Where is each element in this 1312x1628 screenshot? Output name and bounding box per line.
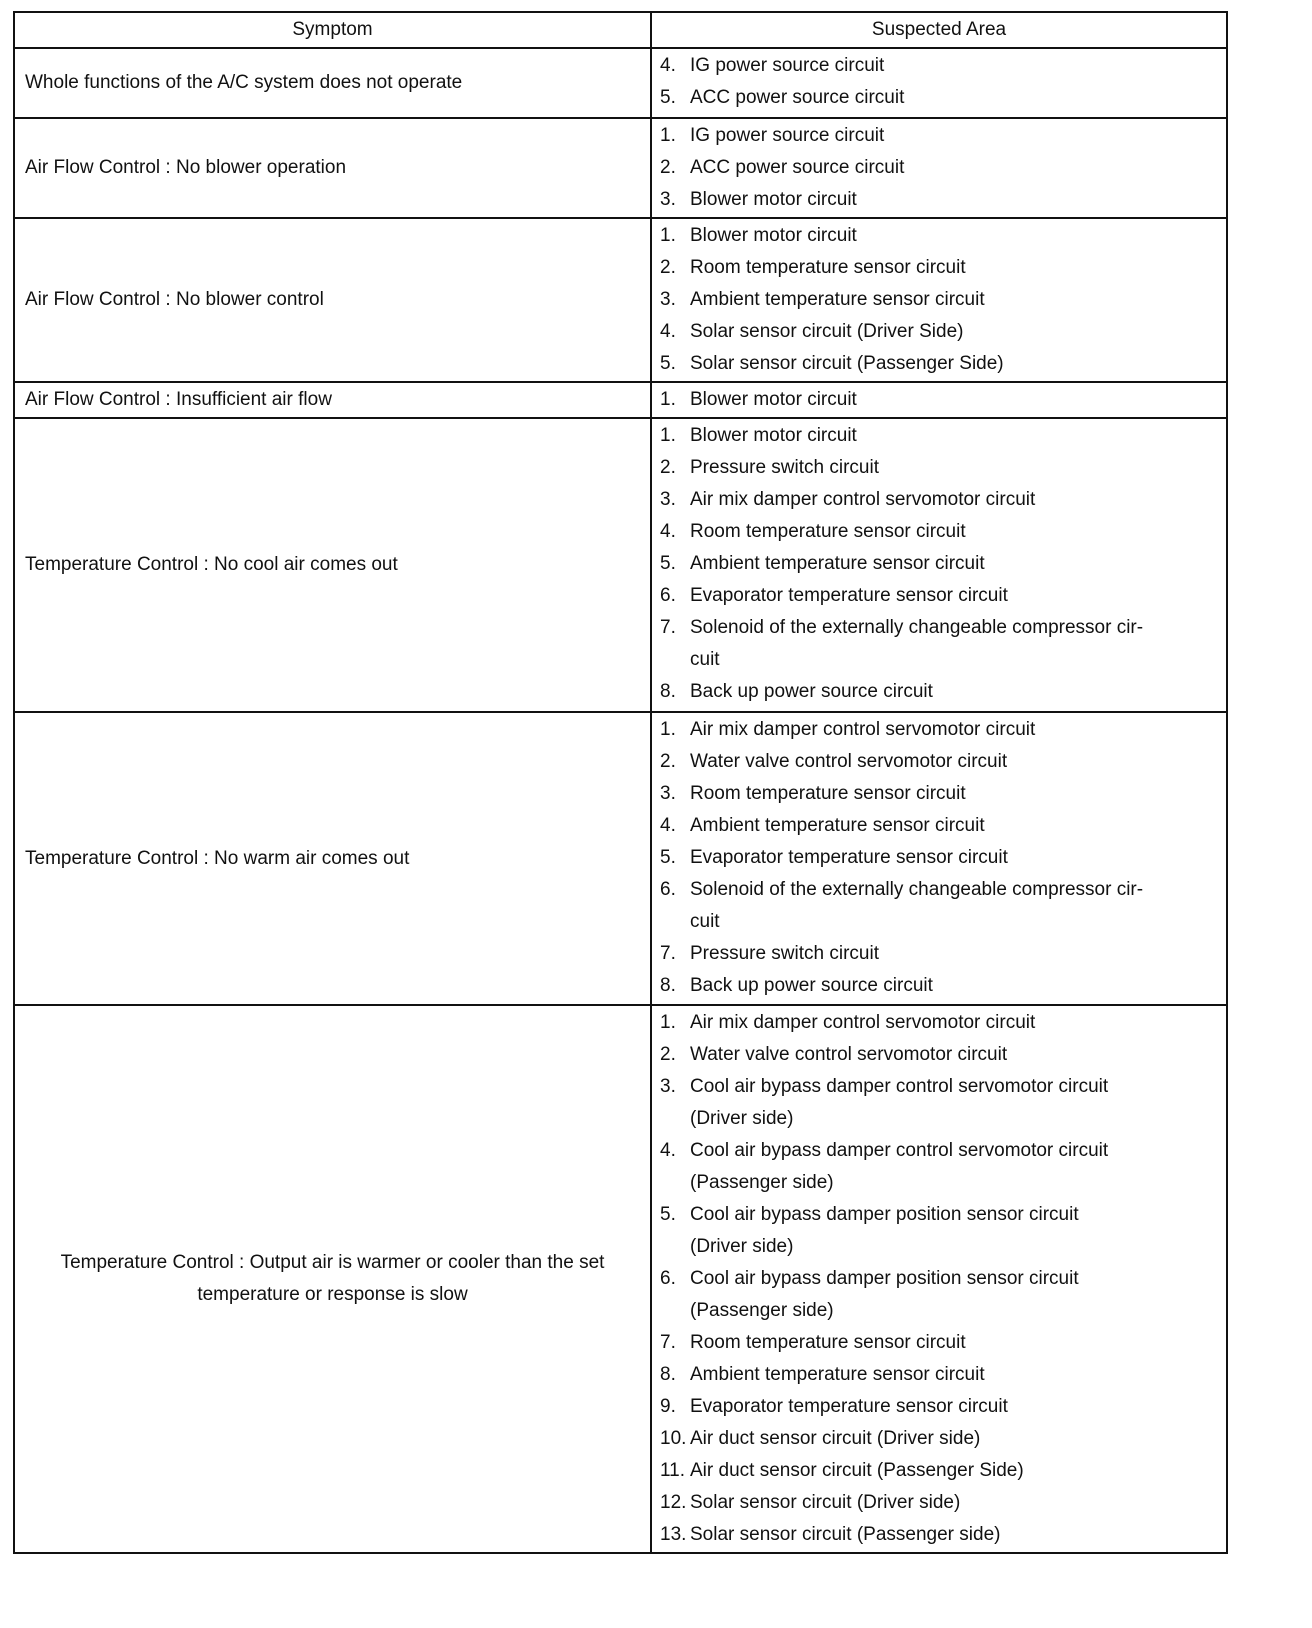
item-text-line: Air mix damper control servomotor circuit (690, 489, 1036, 510)
item-text (690, 810, 985, 842)
list-item (660, 284, 1226, 316)
item-number: 8. (660, 975, 676, 996)
list-item (660, 1359, 1226, 1391)
item-number: 7. (660, 943, 676, 964)
item-text-line: Room temperature sensor circuit (690, 783, 966, 804)
list-item (660, 1039, 1226, 1071)
item-text-line: Back up power source circuit (690, 975, 933, 996)
symptom-text: Temperature Control : Output air is warmer or cooler than the set (60, 1252, 605, 1273)
symptom-text: Air Flow Control : No blower operation (25, 157, 347, 178)
item-text-line: Solar sensor circuit (Driver Side) (690, 321, 964, 342)
table-row (14, 118, 1227, 218)
list-item (660, 970, 1226, 1002)
item-number: 9. (660, 1396, 676, 1417)
list-item (660, 484, 1226, 516)
item-text-line: Blower motor circuit (690, 389, 857, 410)
item-number: 4. (660, 815, 676, 836)
symptom-text: Temperature Control : No cool air comes out (25, 554, 398, 575)
item-text (690, 778, 966, 810)
item-text (690, 746, 1007, 778)
item-number: 1. (660, 225, 676, 246)
list-item (660, 384, 1226, 416)
item-text-line: Cool air bypass damper control servomotor circuit (690, 1140, 1109, 1161)
item-text (690, 1391, 1008, 1423)
item-number: 6. (660, 879, 676, 900)
item-text-line: Cool air bypass damper control servomotor circuit (690, 1076, 1109, 1097)
list-item (660, 1423, 1226, 1455)
list-item (660, 1391, 1226, 1423)
symptom-cell (14, 48, 651, 118)
item-text-line: Air mix damper control servomotor circuit (690, 1012, 1036, 1033)
table-row (14, 418, 1227, 712)
suspected-area-cell (651, 382, 1227, 418)
item-text (690, 284, 985, 316)
item-text (690, 1199, 1079, 1263)
item-text-line: (Passenger side) (690, 1300, 834, 1321)
item-text (690, 1263, 1079, 1327)
item-text-line: Evaporator temperature sensor circuit (690, 1396, 1008, 1417)
item-text (690, 420, 857, 452)
list-item (660, 316, 1226, 348)
item-number: 2. (660, 457, 676, 478)
item-number: 1. (660, 1012, 676, 1033)
symptom-cell (14, 218, 651, 382)
item-text (690, 484, 1035, 516)
list-item (660, 548, 1226, 580)
item-text-line: Room temperature sensor circuit (690, 257, 966, 278)
item-text (690, 348, 1004, 380)
suspected-area-cell (651, 218, 1227, 382)
list-item (660, 1071, 1226, 1135)
item-number: 12. (660, 1492, 687, 1513)
item-text (690, 1423, 980, 1455)
list-item (660, 810, 1226, 842)
item-text-line: (Driver side) (690, 1236, 794, 1257)
symptom-cell (14, 418, 651, 712)
header-suspected-area: Suspected Area (651, 12, 1227, 48)
item-text-line: Evaporator temperature sensor circuit (690, 585, 1008, 606)
list-item (660, 50, 1226, 82)
item-text (690, 1135, 1108, 1199)
item-text-line: ACC power source circuit (690, 157, 905, 178)
item-text-line: IG power source circuit (690, 55, 885, 76)
list-item (660, 1199, 1226, 1263)
item-text-line: Ambient temperature sensor circuit (690, 1364, 985, 1385)
list-item (660, 612, 1226, 676)
item-number: 5. (660, 87, 676, 108)
item-text-line: Air mix damper control servomotor circuit (690, 719, 1036, 740)
list-item (660, 184, 1226, 216)
list-item (660, 348, 1226, 380)
item-text-line: Water valve control servomotor circuit (690, 1044, 1008, 1065)
item-text-line: (Driver side) (690, 1108, 794, 1129)
item-text-line: Pressure switch circuit (690, 457, 879, 478)
list-item (660, 1135, 1226, 1199)
item-number: 4. (660, 521, 676, 542)
item-number: 8. (660, 1364, 676, 1385)
item-number: 10. (660, 1428, 687, 1449)
item-text (690, 612, 1143, 676)
item-text-line: Solar sensor circuit (Passenger side) (690, 1524, 1001, 1545)
item-text-line: Room temperature sensor circuit (690, 521, 966, 542)
item-text (690, 1519, 1000, 1551)
item-text-line: Cool air bypass damper position sensor circuit (690, 1268, 1079, 1289)
item-number: 1. (660, 125, 676, 146)
item-text (690, 874, 1143, 938)
item-text-line: Solenoid of the externally changeable compressor cir- (690, 617, 1144, 638)
item-text (690, 1455, 1024, 1487)
table-row (14, 712, 1227, 1005)
symptom-cell (14, 382, 651, 418)
item-text (690, 1071, 1108, 1135)
item-text (690, 252, 966, 284)
item-text-line: cuit (690, 649, 720, 670)
item-number: 5. (660, 353, 676, 374)
item-number: 3. (660, 489, 676, 510)
item-number: 6. (660, 1268, 676, 1289)
item-text-line: Blower motor circuit (690, 425, 857, 446)
item-text-line: (Passenger side) (690, 1172, 834, 1193)
symptom-text: temperature or response is slow (197, 1284, 468, 1305)
list-item (660, 420, 1226, 452)
item-text-line: Blower motor circuit (690, 225, 857, 246)
item-text (690, 938, 879, 970)
list-item (660, 580, 1226, 612)
list-item (660, 252, 1226, 284)
item-text-line: ACC power source circuit (690, 87, 905, 108)
item-text (690, 82, 904, 114)
suspected-area-cell (651, 1005, 1227, 1553)
list-item (660, 516, 1226, 548)
item-text (690, 548, 985, 580)
item-text (690, 220, 857, 252)
list-item (660, 714, 1226, 746)
item-text-line: Back up power source circuit (690, 681, 933, 702)
symptom-text: Whole functions of the A/C system does not operate (25, 72, 463, 93)
list-item (660, 120, 1226, 152)
item-number: 1. (660, 425, 676, 446)
item-text-line: Ambient temperature sensor circuit (690, 815, 985, 836)
item-text (690, 1039, 1007, 1071)
list-item (660, 220, 1226, 252)
item-text (690, 50, 884, 82)
item-text-line: Air duct sensor circuit (Driver side) (690, 1428, 981, 1449)
header-row (14, 12, 1227, 48)
item-number: 4. (660, 321, 676, 342)
list-item (660, 938, 1226, 970)
table-row (14, 1005, 1227, 1553)
suspected-area-cell (651, 712, 1227, 1005)
symptom-cell (14, 118, 651, 218)
item-number: 1. (660, 719, 676, 740)
item-number: 7. (660, 617, 676, 638)
item-number: 7. (660, 1332, 676, 1353)
item-number: 11. (660, 1460, 686, 1481)
list-item (660, 1007, 1226, 1039)
symptom-text: Temperature Control : No warm air comes out (25, 847, 410, 869)
list-item (660, 842, 1226, 874)
table-row (14, 218, 1227, 382)
item-text-line: Evaporator temperature sensor circuit (690, 847, 1008, 868)
item-text (690, 184, 857, 216)
item-number: 5. (660, 847, 676, 868)
item-number: 3. (660, 783, 676, 804)
item-text (690, 316, 963, 348)
list-item (660, 82, 1226, 114)
item-text (690, 580, 1008, 612)
item-number: 3. (660, 289, 676, 310)
list-item (660, 1455, 1226, 1487)
item-number: 2. (660, 751, 676, 772)
item-text-line: Blower motor circuit (690, 189, 857, 210)
item-text-line: Ambient temperature sensor circuit (690, 553, 985, 574)
item-text-line: Pressure switch circuit (690, 943, 879, 964)
list-item (660, 1487, 1226, 1519)
item-text (690, 714, 1035, 746)
list-item (660, 778, 1226, 810)
item-number: 2. (660, 1044, 676, 1065)
item-number: 2. (660, 157, 676, 178)
item-text (690, 1359, 985, 1391)
item-text (690, 384, 857, 416)
symptom-text: Air Flow Control : Insufficient air flow (25, 389, 332, 410)
list-item (660, 746, 1226, 778)
item-text-line: IG power source circuit (690, 125, 885, 146)
suspected-area-cell (651, 48, 1227, 118)
item-text-line: Solenoid of the externally changeable compressor cir- (690, 879, 1144, 900)
suspected-area-cell (651, 118, 1227, 218)
item-text-line: cuit (690, 911, 720, 932)
item-text (690, 452, 879, 484)
item-text (690, 676, 933, 708)
item-text-line: Room temperature sensor circuit (690, 1332, 966, 1353)
item-text (690, 1007, 1035, 1039)
item-number: 4. (660, 1140, 676, 1161)
symptom-text: Air Flow Control : No blower control (25, 289, 324, 310)
list-item (660, 152, 1226, 184)
item-text-line: Solar sensor circuit (Driver side) (690, 1492, 961, 1513)
item-text (690, 516, 966, 548)
item-number: 8. (660, 681, 676, 702)
item-text (690, 1487, 960, 1519)
item-text (690, 1327, 966, 1359)
item-number: 1. (660, 389, 676, 410)
item-number: 5. (660, 1204, 676, 1225)
item-number: 3. (660, 1076, 676, 1097)
item-number: 2. (660, 257, 676, 278)
item-text-line: Water valve control servomotor circuit (690, 751, 1008, 772)
header-symptom: Symptom (14, 12, 651, 48)
item-text (690, 842, 1008, 874)
item-number: 3. (660, 189, 676, 210)
item-number: 4. (660, 55, 676, 76)
item-text-line: Air duct sensor circuit (Passenger Side) (690, 1460, 1024, 1481)
symptom-table (13, 11, 1228, 1554)
item-text (690, 152, 904, 184)
list-item (660, 1263, 1226, 1327)
item-number: 5. (660, 553, 676, 574)
list-item (660, 676, 1226, 708)
list-item (660, 874, 1226, 938)
table-row (14, 382, 1227, 418)
item-text (690, 120, 884, 152)
list-item (660, 452, 1226, 484)
symptom-cell (14, 1005, 651, 1553)
item-text-line: Ambient temperature sensor circuit (690, 289, 985, 310)
list-item (660, 1519, 1226, 1551)
table-row (14, 48, 1227, 118)
suspected-area-cell (651, 418, 1227, 712)
list-item (660, 1327, 1226, 1359)
item-number: 13. (660, 1524, 687, 1545)
item-text-line: Solar sensor circuit (Passenger Side) (690, 353, 1004, 374)
item-number: 6. (660, 585, 676, 606)
item-text-line: Cool air bypass damper position sensor circuit (690, 1204, 1079, 1225)
item-text (690, 970, 933, 1002)
symptom-cell (14, 712, 651, 1005)
